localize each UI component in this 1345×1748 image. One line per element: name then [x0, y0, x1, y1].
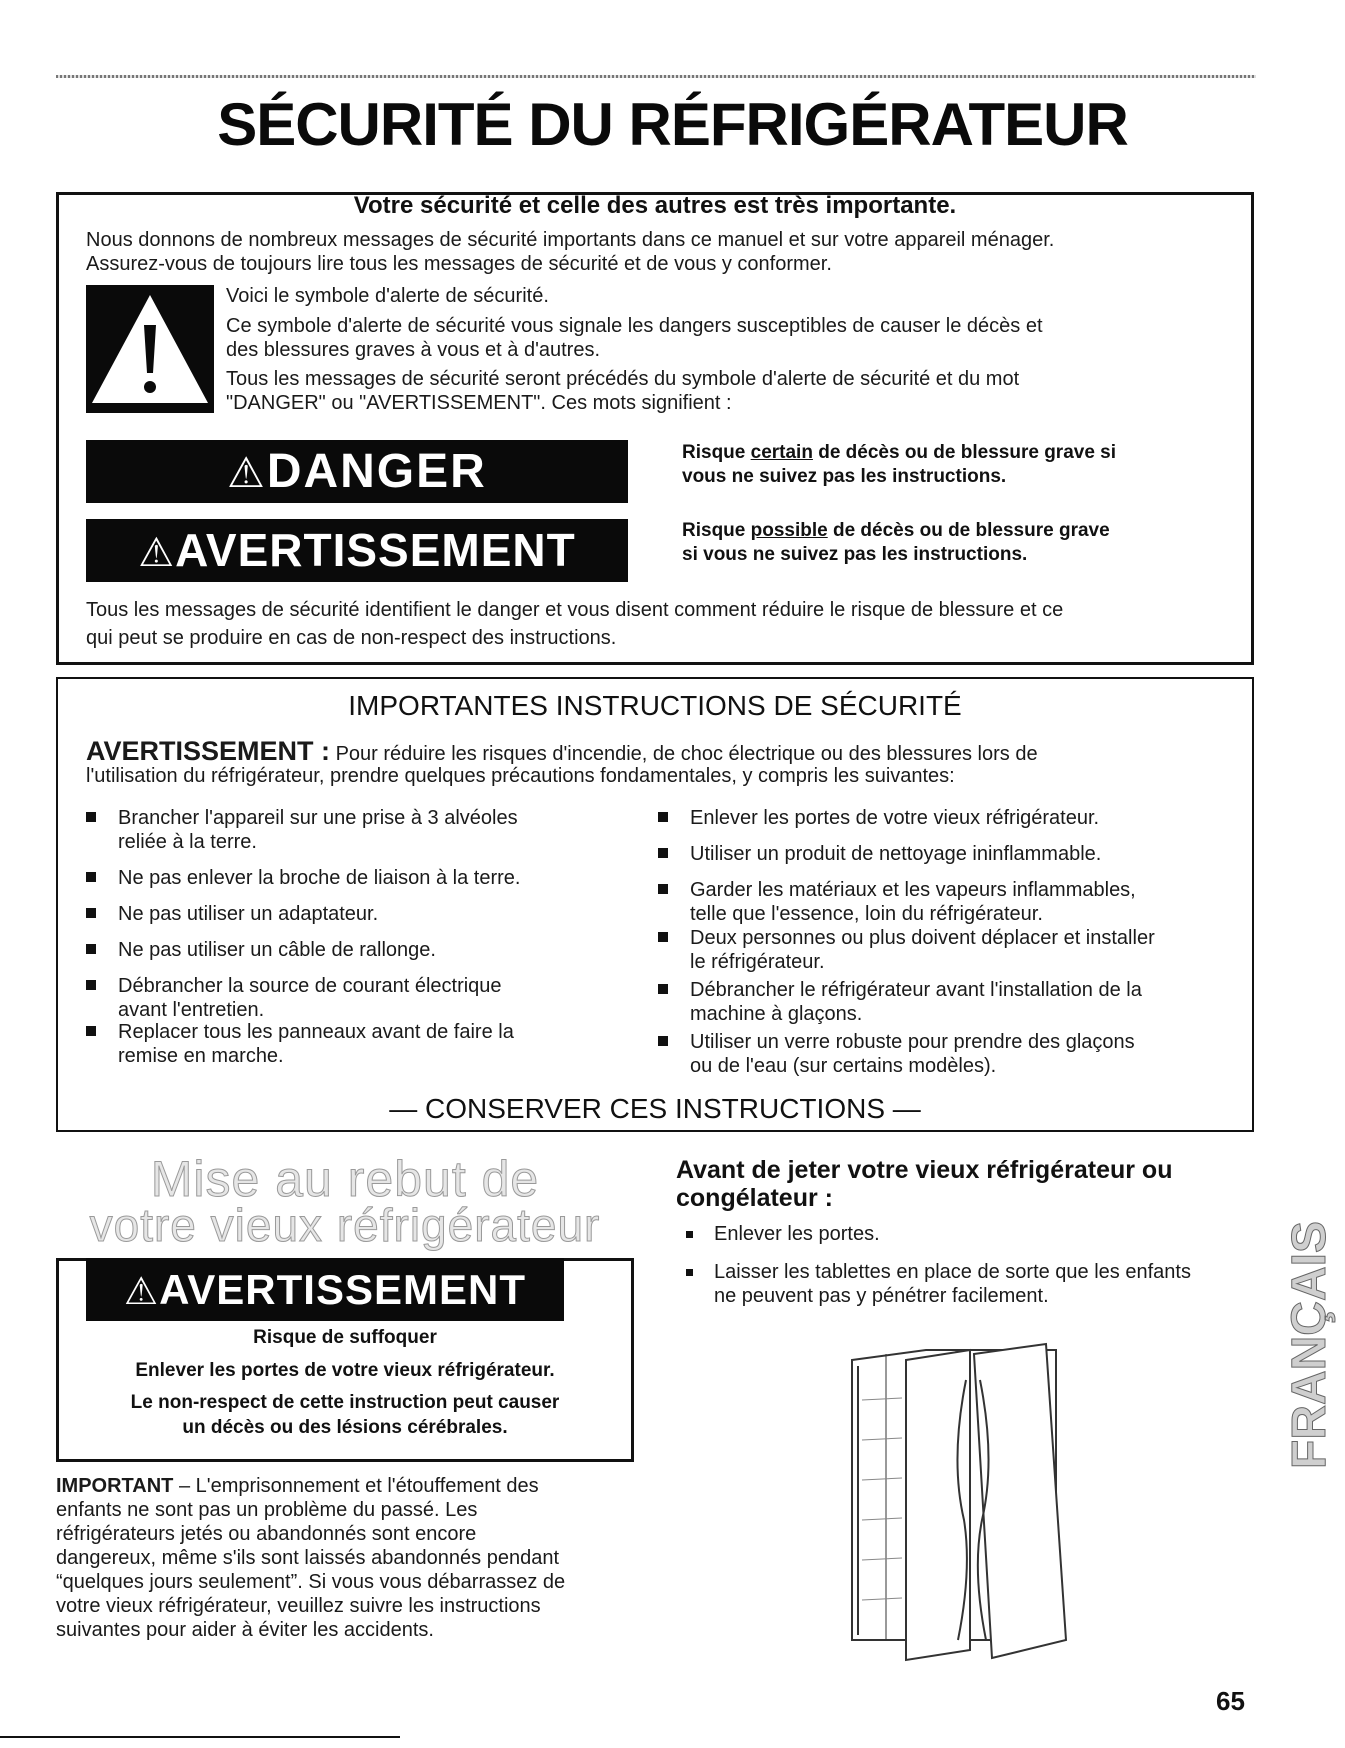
list-item: Deux personnes ou plus doivent déplacer et installer le réfrigérateur. — [658, 926, 1155, 974]
disposal-heading-line-1: Mise au rebut de — [150, 1151, 540, 1207]
list-item: Ne pas enlever la broche de liaison à la terre. — [86, 866, 520, 890]
suffocation-risk: Risque de suffoquer — [253, 1327, 437, 1348]
danger-label-bar — [86, 440, 628, 503]
list-item: Garder les matériaux et les vapeurs inflammables, telle que l'essence, loin du réfrigérateur. — [658, 878, 1136, 926]
right-instruction-list — [658, 806, 1238, 1086]
list-item: Utiliser un verre robuste pour prendre des glaçons ou de l'eau (sur certains modèles). — [658, 1030, 1135, 1078]
list-item: Enlever les portes. — [686, 1222, 880, 1246]
warning-word: AVERTISSEMENT : — [86, 736, 331, 766]
symbol-line-5: "DANGER" ou "AVERTISSEMENT". Ces mots signifient : — [226, 392, 732, 414]
disposal-list — [686, 1222, 1246, 1332]
language-side-tab: FRANÇAIS — [1283, 1221, 1336, 1469]
safety-heading: Votre sécurité et celle des autres est très importante. — [353, 192, 957, 219]
important-paragraph: IMPORTANT – L'emprisonnement et l'étouffement des enfants ne sont pas un problème du passé. Les réfrigérateurs jetés ou abandonnés sont encore dangereux, même s'ils sont laissés abandonnés pendant “quelques jours seulement”. Si vous vous débarrassez de votre vieux réfrigérateur, veuillez suivre les instructions suivantes pour aider à éviter les accidents. — [56, 1475, 566, 1641]
disposal-heading-line-2: votre vieux réfrigérateur — [89, 1199, 601, 1251]
list-item: Utiliser un produit de nettoyage ininflammable. — [658, 842, 1101, 866]
instructions-box-top-border — [56, 677, 1254, 679]
disposal-right-heading-1: Avant de jeter votre vieux réfrigérateur ou — [676, 1156, 1173, 1184]
danger-label: DANGER — [266, 445, 487, 498]
keep-instructions-banner: — CONSERVER CES INSTRUCTIONS — — [389, 1093, 921, 1124]
warning-triangle-icon: ⚠ — [227, 449, 267, 496]
suffocation-consequence-2: un décès ou des lésions cérébrales. — [182, 1417, 508, 1438]
list-item: Enlever les portes de votre vieux réfrigérateur. — [658, 806, 1099, 830]
footer-line-1: Tous les messages de sécurité identifient le danger et vous disent comment réduire le risque de blessure et ce — [86, 599, 1064, 621]
intro-line-2: Assurez-vous de toujours lire tous les messages de sécurité et de vous y conformer. — [86, 253, 832, 275]
symbol-line-3: des blessures graves à vous et à d'autres. — [226, 339, 601, 361]
refrigerator-illustration — [846, 1340, 1076, 1680]
left-instruction-list — [86, 806, 646, 1076]
warning-triangle-icon: ⚠ — [138, 531, 176, 575]
list-item: Ne pas utiliser un adaptateur. — [86, 902, 378, 926]
warning-paragraph: AVERTISSEMENT : Pour réduire les risques d'incendie, de choc électrique ou des blessures lors de — [86, 736, 1038, 766]
bottom-rule — [0, 1736, 400, 1738]
suffocation-action: Enlever les portes de votre vieux réfrigérateur. — [135, 1360, 555, 1381]
list-item: Débrancher la source de courant électrique avant l'entretien. — [86, 974, 502, 1022]
instructions-title: IMPORTANTES INSTRUCTIONS DE SÉCURITÉ — [348, 690, 962, 721]
warning-triangle-icon: ⚠ — [123, 1271, 160, 1313]
intro-line-1: Nous donnons de nombreux messages de sécurité importants dans ce manuel et sur votre appareil ménager. — [86, 229, 1055, 251]
list-item: Ne pas utiliser un câble de rallonge. — [86, 938, 436, 962]
disposal-right-heading-2: congélateur : — [676, 1184, 833, 1212]
footer-line-2: qui peut se produire en cas de non-respect des instructions. — [86, 627, 617, 649]
suffocation-warning-label-bar — [86, 1258, 564, 1321]
symbol-line-2: Ce symbole d'alerte de sécurité vous signale les dangers susceptibles de causer le décès et — [226, 315, 1043, 337]
list-item: Débrancher le réfrigérateur avant l'installation de la machine à glaçons. — [658, 978, 1142, 1026]
top-dotted-rule — [56, 75, 1256, 78]
list-item: Laisser les tablettes en place de sorte que les enfants ne peuvent pas y pénétrer facilement. — [686, 1260, 1191, 1308]
symbol-line-1: Voici le symbole d'alerte de sécurité. — [226, 285, 549, 307]
safety-alert-icon — [86, 285, 214, 413]
symbol-line-4: Tous les messages de sécurité seront précédés du symbole d'alerte de sécurité et du mot — [226, 368, 1020, 390]
warning-description: Risque possible de décès ou de blessure grave si vous ne suivez pas les instructions. — [682, 520, 1110, 565]
warning-label-bar — [86, 519, 628, 582]
suffocation-warning-label: AVERTISSEMENT — [159, 1266, 526, 1313]
list-item: Replacer tous les panneaux avant de faire la remise en marche. — [86, 1020, 514, 1068]
page-number: 65 — [1216, 1686, 1245, 1716]
warning-label: AVERTISSEMENT — [175, 524, 576, 576]
list-item: Brancher l'appareil sur une prise à 3 alvéoles reliée à la terre. — [86, 806, 518, 854]
page-title: SÉCURITÉ DU RÉFRIGÉRATEUR — [217, 91, 1128, 158]
danger-description: Risque certain de décès ou de blessure grave si vous ne suivez pas les instructions. — [682, 442, 1117, 487]
important-word: IMPORTANT — [56, 1475, 174, 1497]
suffocation-consequence-1: Le non-respect de cette instruction peut causer — [130, 1392, 560, 1413]
warning-paragraph-line-2: l'utilisation du réfrigérateur, prendre quelques précautions fondamentales, y compris les suivantes: — [86, 765, 955, 787]
